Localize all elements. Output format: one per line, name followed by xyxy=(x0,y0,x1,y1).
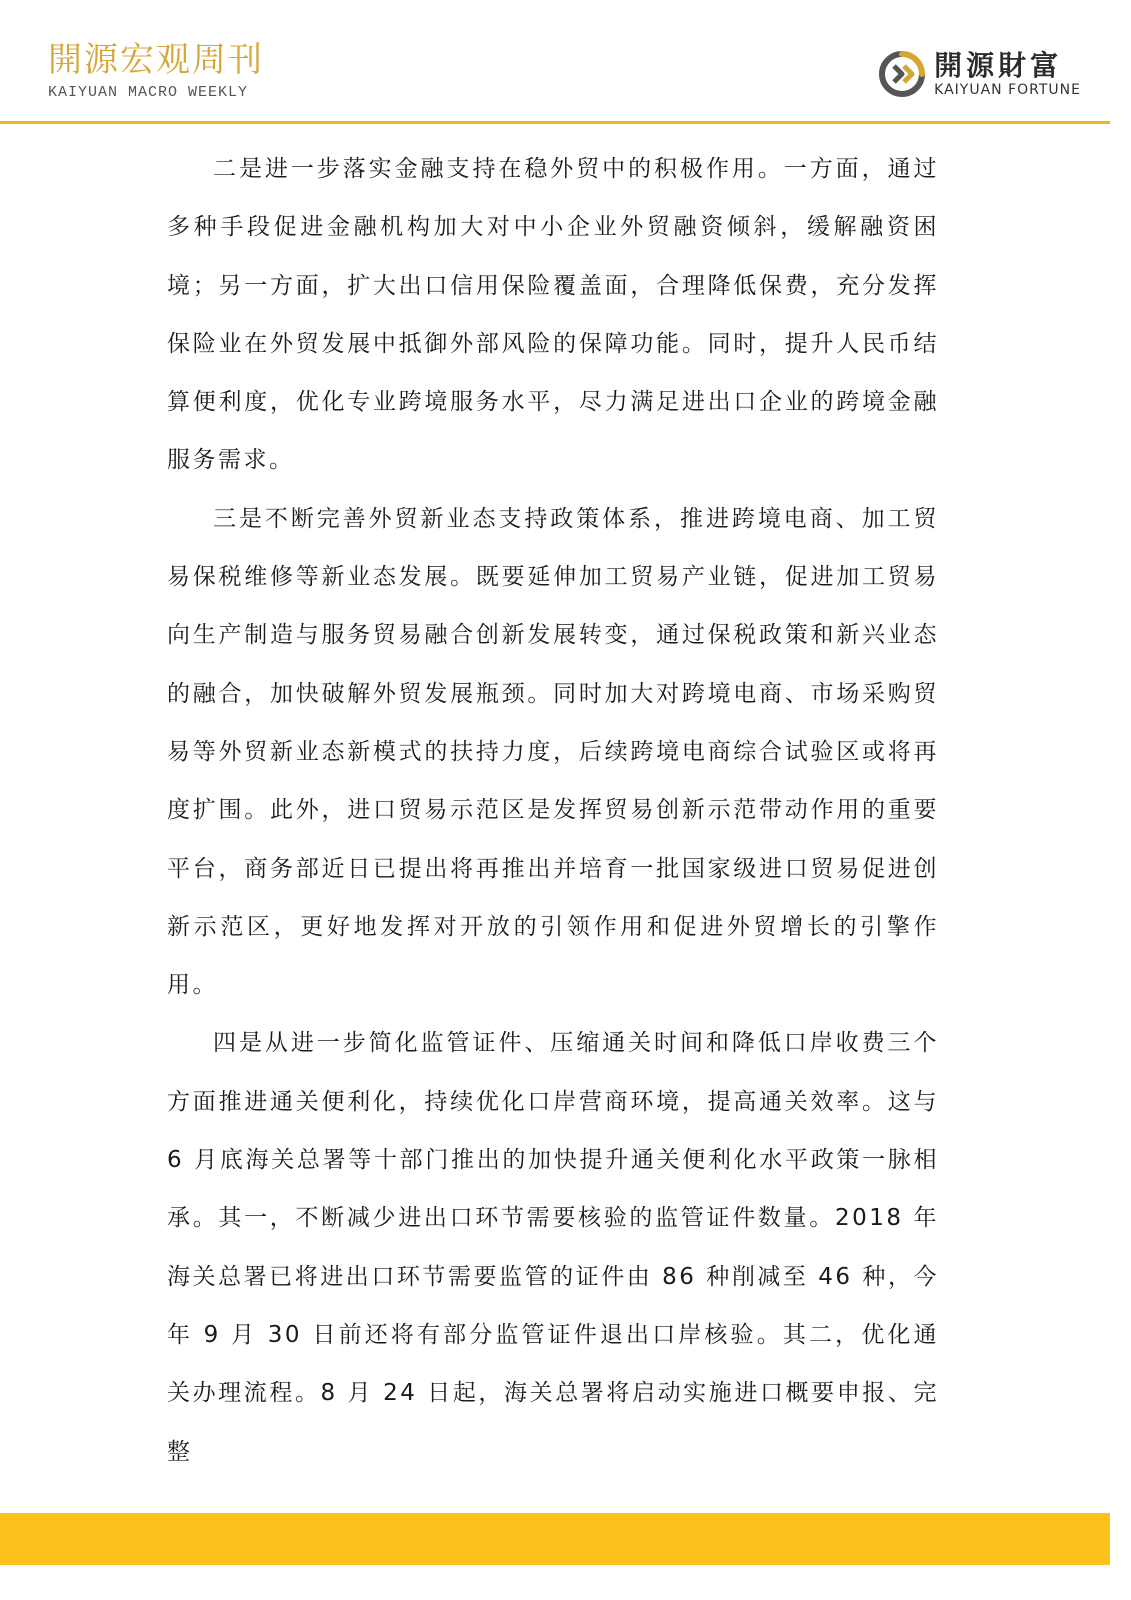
logo-text-cn: 開源財富 xyxy=(934,49,1063,82)
document-body xyxy=(167,140,939,1481)
publication-title-block xyxy=(48,38,264,101)
footer-bar xyxy=(0,1513,1110,1565)
logo-text-en: KAIYUAN FORTUNE xyxy=(934,82,1081,98)
paragraph-customs-facilitation: 四是从进一步简化监管证件、压缩通关时间和降低口岸收费三个方面推进通关便利化，持续优化口岸营商环境，提高通关效率。这与6 月底海关总署等十部门推出的加快提升通关便利化水平政策一脉相承。其一，不断减少进出口环节需要核验的监管证件数量。2018 年海关总署已将进出口环节需要监管的证件由 86 种削减至 46 种，今年 9 月 30 日前还将有部分监管证件退出口岸核验。其二，优化通关办理流程。8 月 24 日起，海关总署将启动实施进口概要申报、完整 xyxy=(167,1030,939,1465)
company-logo xyxy=(878,50,1081,98)
header-divider xyxy=(0,121,1110,124)
paragraph-new-business-forms: 三是不断完善外贸新业态支持政策体系，推进跨境电商、加工贸易保税维修等新业态发展。既要延伸加工贸易产业链，促进加工贸易向生产制造与服务贸易融合创新发展转变，通过保税政策和新兴业态的融合，加快破解外贸发展瓶颈。同时加大对跨境电商、市场采购贸易等外贸新业态新模式的扶持力度，后续跨境电商综合试验区或将再度扩围。此外，进口贸易示范区是发挥贸易创新示范带动作用的重要平台，商务部近日已提出将再推出并培育一批国家级进口贸易促进创新示范区，更好地发挥对开放的引领作用和促进外贸增长的引擎作用。 xyxy=(167,505,939,999)
publication-title: 開源宏观周刊 xyxy=(48,40,264,80)
paragraph-finance-support: 二是进一步落实金融支持在稳外贸中的积极作用。一方面，通过多种手段促进金融机构加大对中小企业外贸融资倾斜，缓解融资困境；另一方面，扩大出口信用保险覆盖面，合理降低保费，充分发挥保险业在外贸发展中抵御外部风险的保障功能。同时，提升人民币结算便利度，优化专业跨境服务水平，尽力满足进出口企业的跨境金融服务需求。 xyxy=(167,156,939,474)
logo-text-block xyxy=(934,50,1081,98)
publication-subtitle: KAIYUAN MACRO WEEKLY xyxy=(48,84,249,101)
kaiyuan-logo-icon xyxy=(878,50,926,98)
